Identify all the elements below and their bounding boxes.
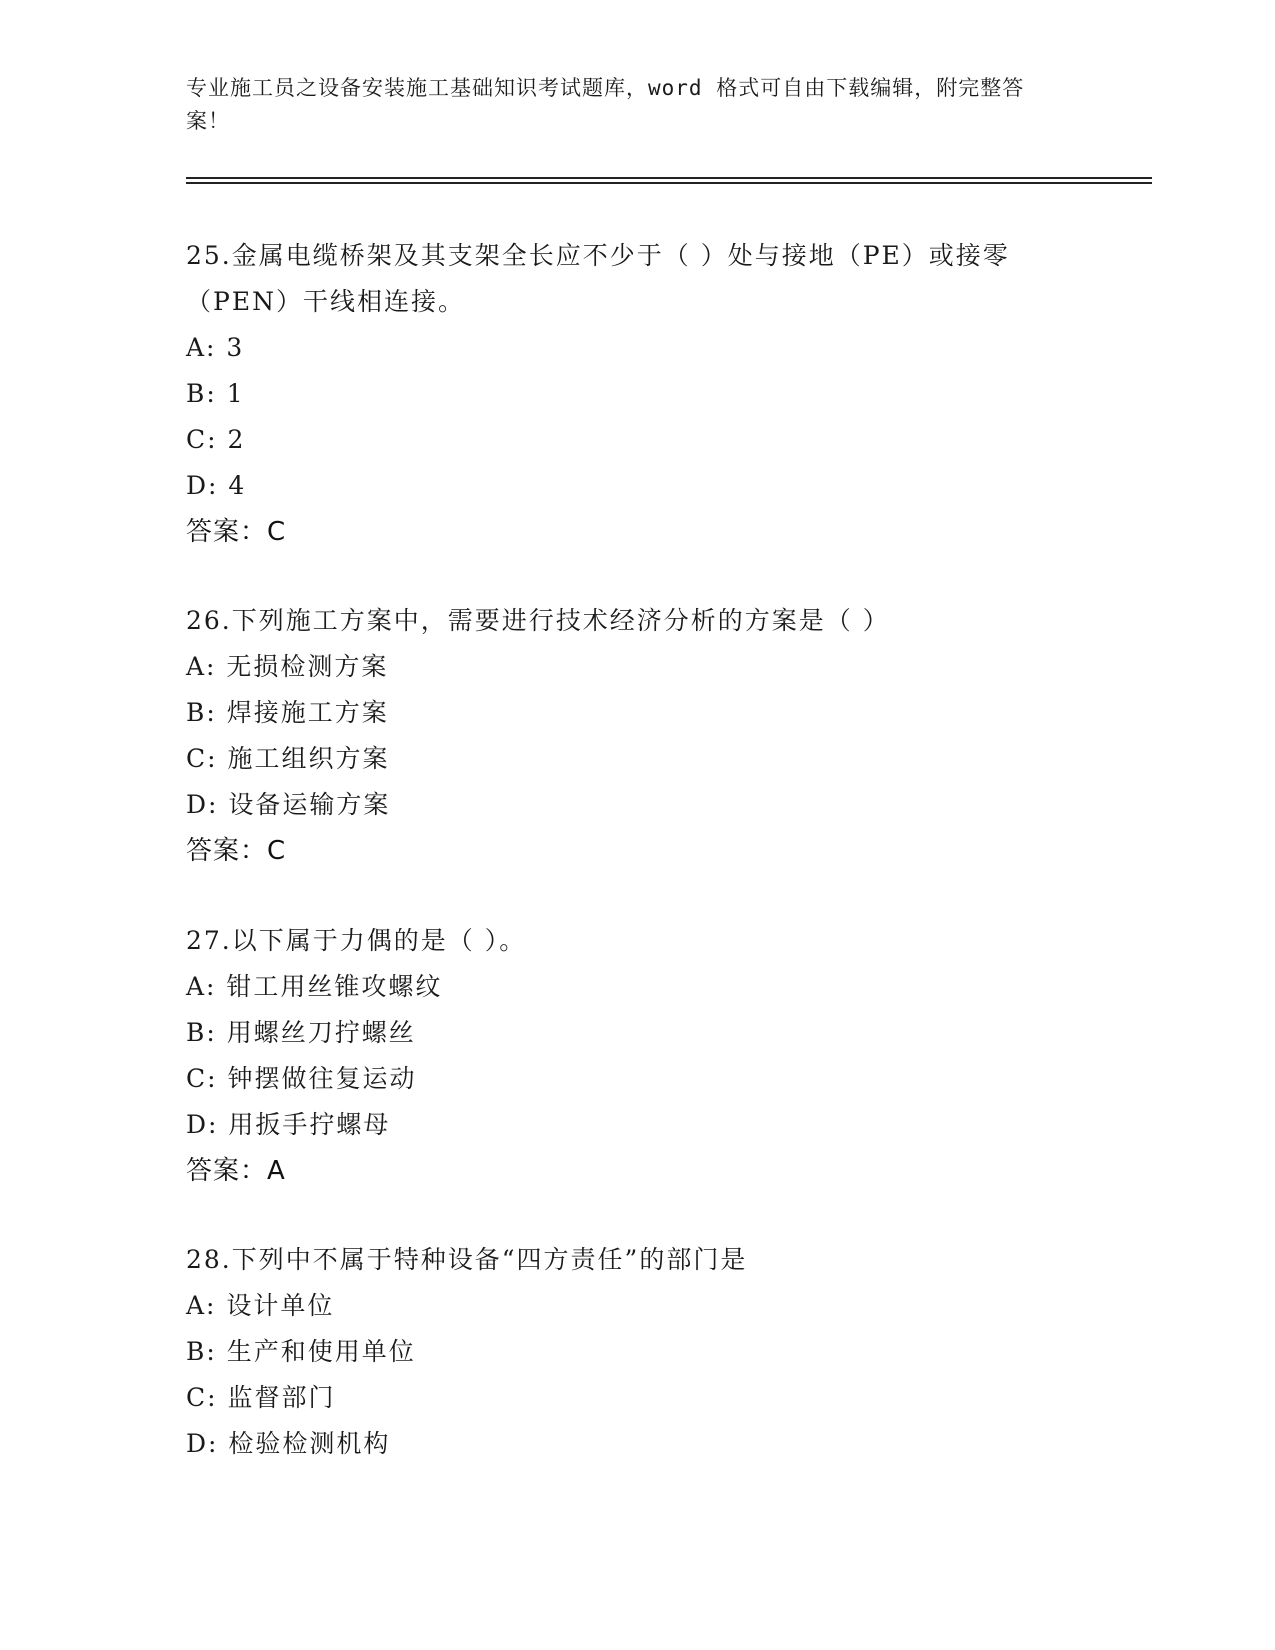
answer: 答案：C [186, 517, 287, 547]
question-stem: 26.下列施工方案中，需要进行技术经济分析的方案是（ ） [186, 606, 890, 635]
option-b: B: 生产和使用单位 [186, 1337, 416, 1366]
option-d: D: 检验检测机构 [186, 1429, 391, 1458]
question-stem: 25.金属电缆桥架及其支架全长应不少于（ ）处与接地（PE）或接零（PEN）干线相连接。 [186, 241, 1010, 316]
option-c: C: 2 [186, 425, 246, 454]
option-a: A: 钳工用丝锥攻螺纹 [186, 972, 443, 1001]
option-b: B: 1 [186, 379, 245, 408]
option-a: A: 无损检测方案 [186, 652, 389, 681]
answer: 答案：C [186, 836, 287, 866]
question-25 [186, 233, 1086, 555]
question-27 [186, 918, 1086, 1194]
option-b: B: 用螺丝刀拧螺丝 [186, 1018, 416, 1047]
question-28 [186, 1237, 1086, 1467]
option-a: A: 设计单位 [186, 1291, 335, 1320]
option-c: C: 钟摆做往复运动 [186, 1064, 417, 1093]
document-header: 专业施工员之设备安装施工基础知识考试题库，word 格式可自由下载编辑，附完整答案！ [186, 76, 1025, 133]
header-divider-top [186, 177, 1152, 179]
header-divider-bottom [186, 182, 1152, 184]
question-stem: 27.以下属于力偶的是（ ）。 [186, 926, 527, 955]
option-d: D: 4 [186, 471, 247, 500]
option-b: B: 焊接施工方案 [186, 698, 389, 727]
option-a: A: 3 [186, 333, 245, 362]
question-26 [186, 598, 1086, 874]
answer: 答案：A [186, 1156, 286, 1186]
option-c: C: 施工组织方案 [186, 744, 390, 773]
option-d: D: 用扳手拧螺母 [186, 1110, 391, 1139]
option-d: D: 设备运输方案 [186, 790, 391, 819]
option-c: C: 监督部门 [186, 1383, 336, 1412]
question-stem: 28.下列中不属于特种设备“四方责任”的部门是 [186, 1245, 748, 1274]
